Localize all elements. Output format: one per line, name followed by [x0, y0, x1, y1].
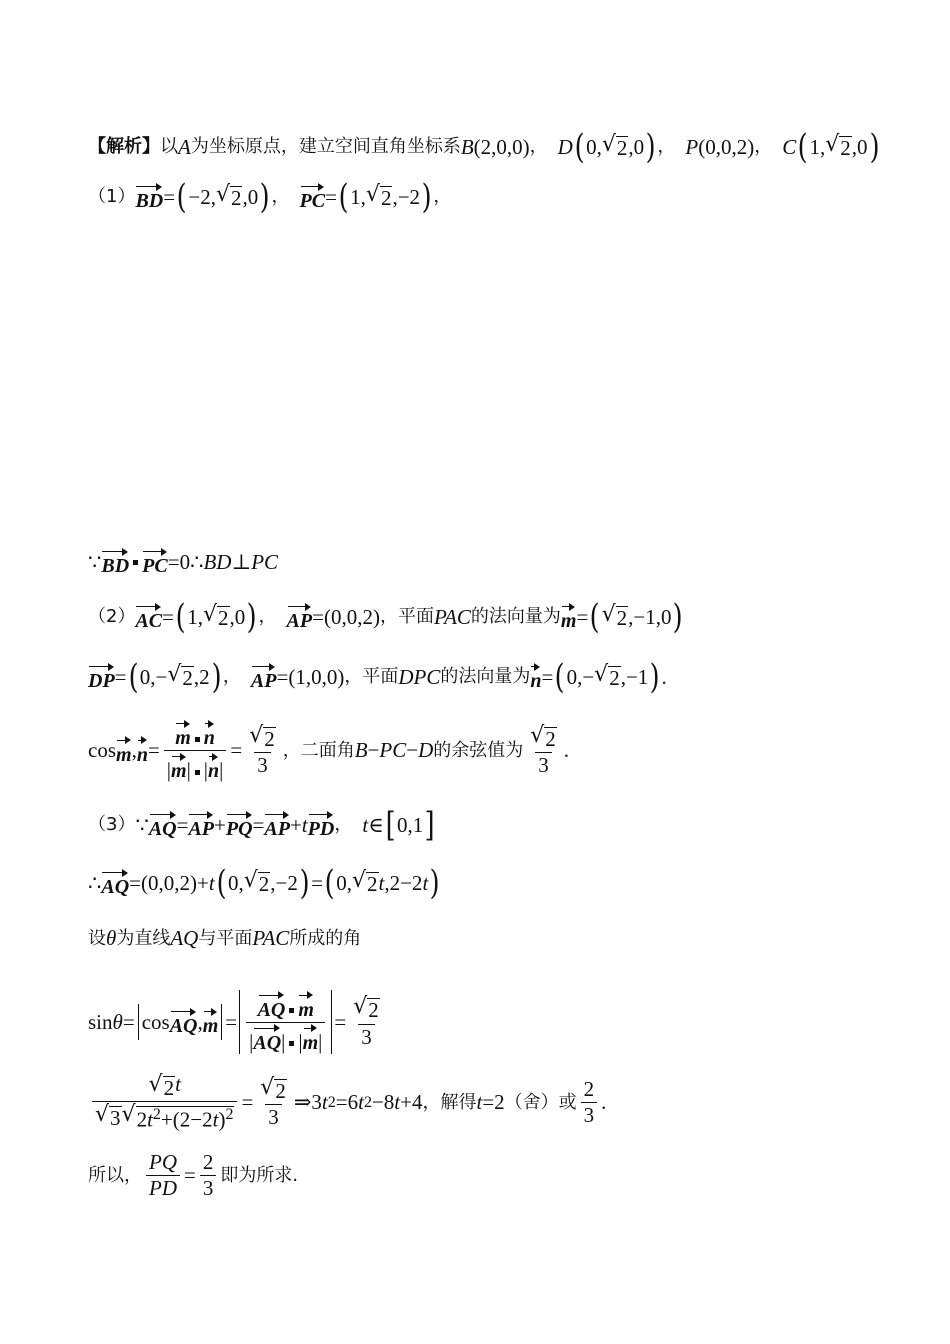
- part2-label: （2）: [88, 606, 136, 627]
- vector-pc: PC: [300, 183, 326, 211]
- coord-p: P: [685, 134, 699, 159]
- normal-n: n: [530, 663, 541, 691]
- vector-ap-2: AP: [251, 663, 277, 691]
- normal-m: m: [561, 603, 577, 631]
- vector-bd-2: BD: [101, 548, 129, 576]
- part2-line-1: （2） AC = ( 1, √ 2 ,0 ) ， AP =(0,0,2) ，平面 PAC 的法向量为 m = ( √ 2 ,−1,0 ): [88, 597, 684, 637]
- theta-line: 设 θ 为直线 AQ 与平面 PAC 所成的角: [88, 926, 362, 950]
- coord-b: B: [460, 134, 474, 159]
- cosine-fraction: $\frac{\text{m n}}{|m| |n|}$: [164, 720, 227, 781]
- analysis-tag: 【解析】: [88, 136, 160, 157]
- intro-line: 【解析】 以 A 为坐标原点，建立空间直角坐标系 B (2,0,0) ， D ( 0, √ 2 ,0 ) ， P (0,0,2) ， C ( 1, √ 2 ,0 ): [88, 127, 880, 167]
- part3-line-2: ∴ AQ =(0,0,2)+ t ( 0, √ 2 ,−2 ) = ( 0, √ 2 t ,2−2 t ): [88, 863, 440, 903]
- sine-line: sin θ = cos AQ , m = $\frac{\text{AQ m}}{|AQ| |m|}$ = √ 2 3: [88, 990, 910, 1054]
- intro-text-1: 以: [160, 136, 178, 157]
- point-a: A: [178, 134, 191, 159]
- vector-ap: AP: [287, 603, 313, 631]
- coord-d: D: [557, 134, 573, 159]
- solve-fraction: √ 2 t √ 3 √ $2t^2+(2-2t)^2$: [92, 1074, 237, 1131]
- part2-line-2: DP = ( 0,− √ 2 ,2 ) ， AP =(1,0,0) ，平面 DPC 的法向量为 n = ( 0,− √ 2 ,−1 ) .: [88, 657, 667, 697]
- part1-line: （1） BD = ( −2, √ 2 ,0 ) ， PC = ( 1, √ 2 ,−2 ) ，: [88, 177, 452, 217]
- cosine-line: cos m , n = $\frac{\text{m n}}{|m| |n|}$ = √ 2 3 ，二面角 B − PC − D 的余弦值为 √ 2 3 .: [88, 720, 910, 781]
- vector-bd: BD: [135, 183, 163, 211]
- vector-dp: DP: [88, 663, 115, 691]
- part3-label: （3）: [88, 814, 136, 835]
- solve-line: √ 2 t √ 3 √ $2t^2+(2-2t)^2$ = √ 2 3 ⇒3 t 2 =6 t 2 −8 t +4 ，解得 t =2 （舍）或 $\frac{2}{3}$ .: [88, 1074, 910, 1131]
- final-line: 所以， $\frac{PQ}{PD}$ = $\frac{2}{3}$ 即为所求.: [88, 1150, 299, 1200]
- coord-c: C: [782, 134, 797, 159]
- part1-label: （1）: [88, 186, 136, 207]
- perpendicular-line: ∵ BD PC =0∴ BD ⊥ PC: [88, 549, 279, 577]
- part3-line-1: （3） ∵ AQ = AP + PQ = AP + t PD ， t ∈ [ 0,1 ]: [88, 805, 435, 845]
- vector-pc-2: PC: [142, 548, 168, 576]
- intro-text-2: 为坐标原点，建立空间直角坐标系: [190, 136, 461, 157]
- vector-ac: AC: [135, 603, 162, 631]
